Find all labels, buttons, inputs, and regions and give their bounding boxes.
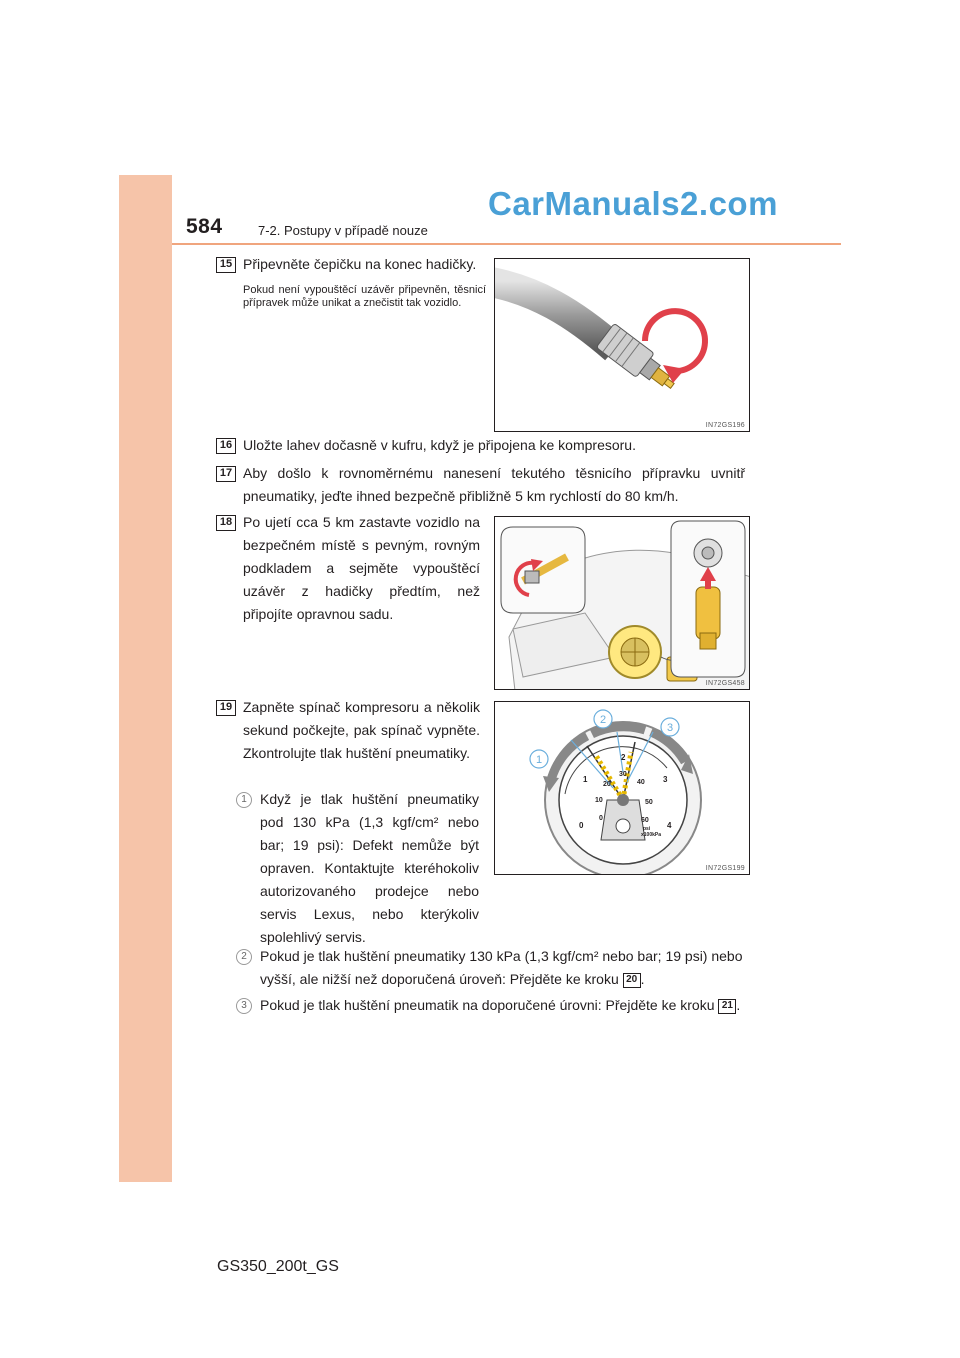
chapter-side-band [119, 175, 172, 1182]
gauge-outer-tick-3: 3 [663, 775, 668, 784]
step-number-16: 16 [216, 438, 236, 454]
gauge-outer-tick-0: 0 [579, 821, 584, 830]
gauge-unit-psi: psi [643, 826, 651, 832]
pressure-gauge-figure [494, 701, 750, 875]
step-19-text: Zapněte spínač kompresoru a několik sekund počkejte, pak spínač vypněte. Zkontrolujte tlak huštění pneumatiky. [243, 699, 480, 761]
car-valve-illustration [495, 517, 750, 690]
gauge-outer-tick-4: 4 [667, 821, 672, 830]
hose-cap-illustration [495, 259, 750, 432]
step-16-text: Uložte lahev dočasně v kufru, když je připojena ke kompresoru. [243, 437, 636, 453]
hose-cap-figure [494, 258, 750, 432]
gauge-callout-3: 3 [666, 722, 674, 734]
gauge-inner-tick-20: 20 [603, 781, 611, 788]
gauge-inner-tick-0: 0 [599, 815, 603, 822]
gauge-inner-tick-30: 30 [619, 771, 627, 778]
step-19-sub3: Pokud je tlak huštění pneumatik na doporučené úrovni: Přejděte ke kroku 21 . [260, 997, 741, 1013]
step-number-15: 15 [216, 257, 236, 273]
step-15-text: Připevněte čepičku na konec hadičky. [243, 256, 477, 272]
pressure-gauge-illustration [495, 702, 750, 875]
gauge-callout-1: 1 [535, 754, 543, 766]
gauge-inner-tick-50: 50 [645, 799, 653, 806]
step-number-19: 19 [216, 700, 236, 716]
sub-marker-1: 1 [236, 792, 252, 808]
gauge-callout-2: 2 [599, 714, 607, 726]
gauge-outer-tick-2: 2 [621, 753, 626, 762]
step-19-sub2: Pokud je tlak huštění pneumatiky 130 kPa (1,3 kgf/cm² nebo bar; 19 psi) nebo vyšší, ale nižší než doporučená úroveň: Přejděte ke kroku 20 . [260, 948, 743, 987]
step-ref-21[interactable]: 21 [718, 999, 736, 1014]
figure-code: IN72GS199 [705, 865, 745, 872]
step-number-17: 17 [216, 466, 236, 482]
step-19-sub2-text: Pokud je tlak huštění pneumatiky 130 kPa (1,3 kgf/cm² nebo bar; 19 psi) nebo vyšší, ale nižší než doporučená úroveň: Přejděte ke kroku [260, 948, 743, 987]
section-title: 7-2. Postupy v případě nouze [258, 223, 428, 238]
step-15-note: Pokud není vypouštěcí uzávěr připevněn, těsnicí přípravek může unikat a znečistit tak vozidlo. [243, 284, 486, 309]
sub-marker-3: 3 [236, 998, 252, 1014]
step-17-text: Aby došlo k rovnoměrnému nanesení tekutého těsnicího přípravku uvnitř pneumatiky, jeďte ihned bezpečně přibližně 5 km rychlostí do 80 km/h. [243, 465, 745, 504]
gauge-inner-tick-40: 40 [637, 779, 645, 786]
sub-marker-2: 2 [236, 949, 252, 965]
figure-code: IN72GS196 [705, 422, 745, 429]
gauge-inner-tick-10: 10 [595, 797, 603, 804]
car-valve-figure [494, 516, 750, 690]
header-rule [172, 243, 841, 245]
gauge-unit-kpa: x100kPa [641, 832, 662, 838]
footer-model: GS350_200t_GS [217, 1258, 339, 1275]
step-ref-20[interactable]: 20 [623, 973, 641, 988]
step-19-sub1-text: Když je tlak huštění pneumatiky pod 130 kPa (1,3 kgf/cm² nebo bar; 19 psi): Defekt nemůže být opraven. Kontaktujte kteréhokoliv autorizovaného prodejce nebo servis Lexus, nebo kterýkoliv spolehlivý servis. [260, 791, 479, 945]
gauge-outer-tick-1: 1 [583, 775, 588, 784]
figure-code: IN72GS458 [705, 680, 745, 687]
page-number: 584 [186, 215, 223, 238]
watermark: CarManuals2.com [488, 185, 778, 222]
step-19-sub3-text: Pokud je tlak huštění pneumatik na doporučené úrovni: Přejděte ke kroku [260, 997, 715, 1013]
gauge-inner-tick-60: 60 [641, 817, 649, 824]
step-number-18: 18 [216, 515, 236, 531]
step-18-text: Po ujetí cca 5 km zastavte vozidlo na bezpečném místě s pevným, rovným podkladem a sejměte vypouštěcí uzávěr z hadičky předtím, než připojíte opravnou sadu. [243, 514, 480, 622]
